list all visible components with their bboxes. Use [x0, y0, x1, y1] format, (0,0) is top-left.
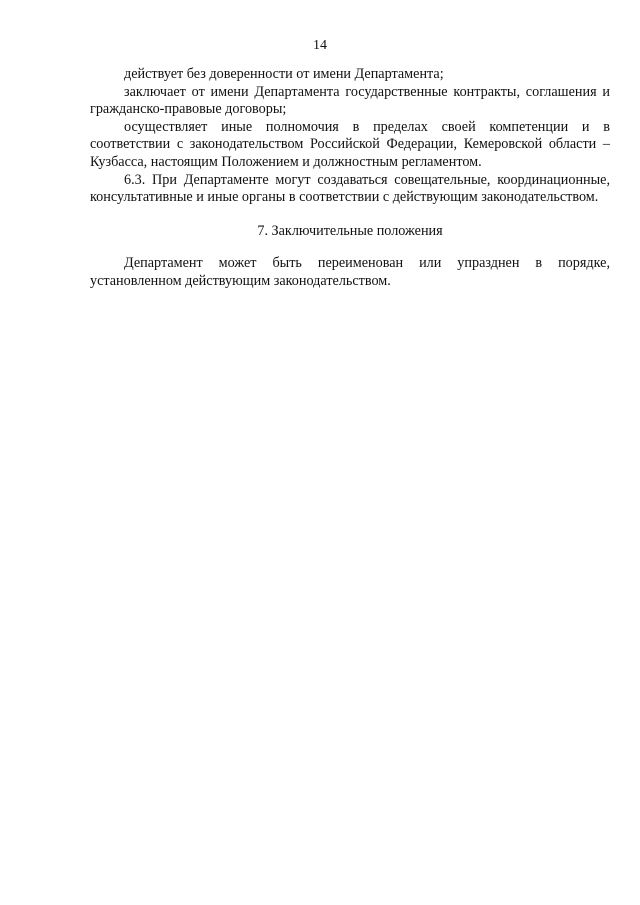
paragraph-other-powers: осуществляет иные полномочия в пределах своей компетенции и в соответствии с законодательством Российской Федерации, Кемеровской области – Кузбасса, настоящим Положением и должностным регламентом.: [90, 118, 610, 170]
page-number: 14: [313, 38, 327, 53]
paragraph-renaming-or-abolition: Департамент может быть переименован или упразднен в порядке, установленном действующим законодательством.: [90, 255, 610, 289]
paragraph-acts-without-power-of-attorney: действует без доверенности от имени Департамента;: [124, 66, 444, 82]
paragraph-concludes-contracts: заключает от имени Департамента государственные контракты, соглашения и гражданско-правовые договоры;: [90, 83, 610, 118]
paragraph-6-3-advisory-bodies: 6.3. При Департаменте могут создаваться совещательные, координационные, консультативные и иные органы в соответствии с действующим законодательством.: [90, 171, 610, 206]
document-body: [90, 66, 610, 291]
section-heading-final-provisions: 7. Заключительные положения: [257, 222, 443, 239]
